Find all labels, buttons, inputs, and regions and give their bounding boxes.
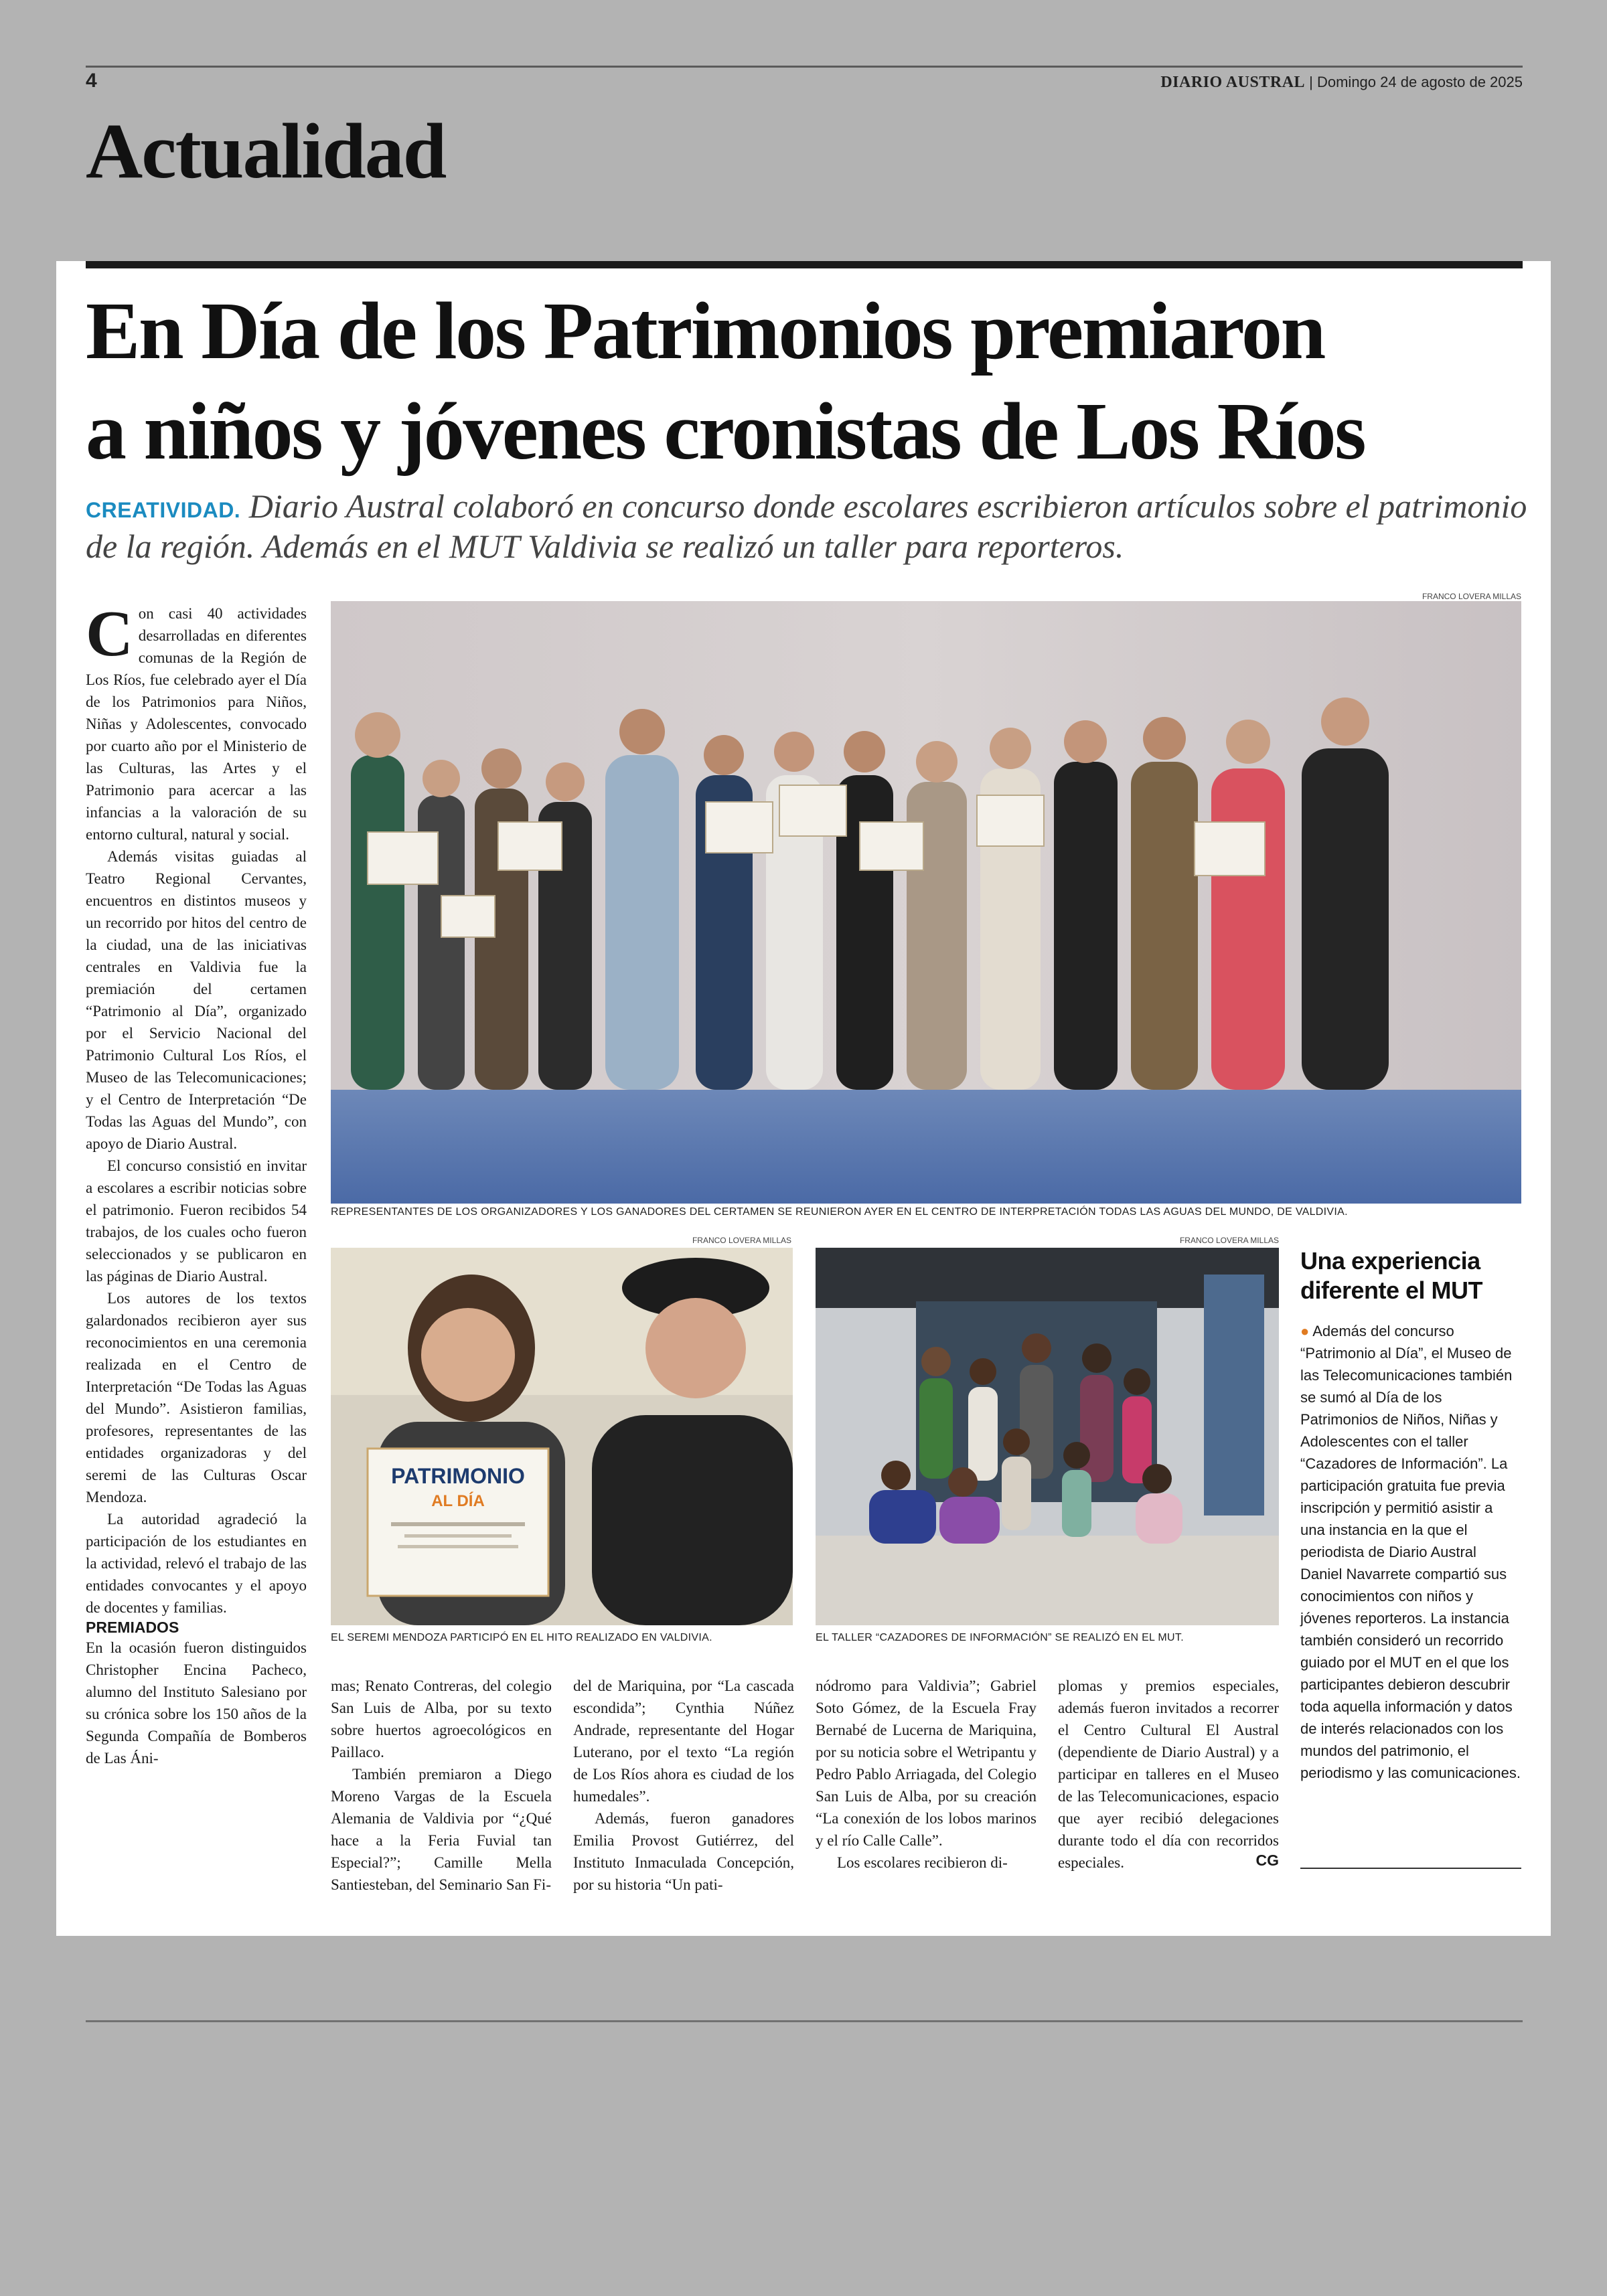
paragraph: El concurso consistió en invitar a escolares a escribir noticias sobre el patrimonio. Fueron recibidos 54 trabajos, de los cuales ocho fueron seleccionados y se publicaron en las páginas de Diario Austral. bbox=[86, 1157, 307, 1285]
left-photo-caption: EL SEREMI MENDOZA PARTICIPÓ EN EL HITO REALIZADO EN VALDIVIA. bbox=[331, 1632, 712, 1643]
paragraph: plomas y premios especiales, además fueron invitados a recorrer el Centro Cultural El Austral (dependiente de Diario Austral) y a participar en talleres en el Museo de las Telecomunicaciones, espacio que ayer recibió delegaciones durante todo el día con recorridos especiales. CG bbox=[1058, 1677, 1279, 1871]
paragraph: del de Mariquina, por “La cascada escondida”; Cynthia Núñez Andrade, representante del Hogar Luterano, por el texto “La región de Los Ríos ahora es ciudad de los humedales”. bbox=[573, 1677, 794, 1805]
sidebar-title: Una experiencia diferente el MUT bbox=[1300, 1247, 1483, 1304]
subhead-premiados: PREMIADOS bbox=[86, 1619, 179, 1636]
group-photo-illustration bbox=[331, 601, 1521, 1204]
masthead bbox=[1160, 74, 1523, 92]
headline-line-1: En Día de los Patrimonios premiaron bbox=[86, 286, 1324, 376]
right-photo-credit: FRANCO LOVERA MILLAS bbox=[1179, 1236, 1279, 1245]
author-initials: CG bbox=[1255, 1852, 1279, 1869]
section-title: Actualidad bbox=[86, 107, 446, 195]
bullet-icon: ● bbox=[1300, 1323, 1310, 1339]
diploma-subtitle: AL DÍA bbox=[431, 1492, 485, 1510]
paragraph: Además, fueron ganadores Emilia Provost Gutiérrez, del Instituto Inmaculada Concepción, por su historia “Un pati- bbox=[573, 1810, 794, 1893]
column-4 bbox=[816, 1675, 1037, 1874]
workshop-photo-illustration bbox=[816, 1248, 1279, 1625]
right-photo-caption: EL TALLER “CAZADORES DE INFORMACIÓN” SE REALIZÓ EN EL MUT. bbox=[816, 1632, 1184, 1643]
sidebar-body: Además del concurso “Patrimonio al Día”, el Museo de las Telecomunicaciones también se sumó al Día de los Patrimonios de Niños, Niñas y Adolescentes con el taller “Cazadores de Información”. La participación gratuita fue previa inscripción y permitió asistir a una instancia en la que el periodista de Diario Austral Daniel Navarrete compartió sus conocimientos con niños y jóvenes reporteros. La instancia también consideró un recorrido guiado por el MUT en el que los participantes debieron descubrir toda aquella información y datos de interés relacionados con los mundos del patrimonio, el periodismo y las comunicaciones. bbox=[1300, 1323, 1521, 1781]
paragraph: Con casi 40 actividades desarrolladas en diferentes comunas de la Región de Los Ríos, fue celebrado ayer el Día de los Patrimonios para Niños, Niñas y Adolescentes, convocado por cuarto año por el Ministerio de las Culturas, las Artes y el Patrimonio para acercar a las infancias a la valoración de su entorno cultural, natural y social. bbox=[86, 598, 307, 843]
kicker: CREATIVIDAD. bbox=[86, 498, 241, 522]
paragraph: En la ocasión fueron distinguidos Christopher Encina Pacheco, alumno del Instituto Salesiano por su crónica sobre los 150 años de la Segunda Compañía de Bomberos de Las Áni- bbox=[86, 1639, 307, 1767]
paragraph: Los autores de los textos galardonados recibieron ayer sus reconocimientos en una ceremonia realizada en el Centro de Interpretación “De Todas las Aguas del Mundo”. Asistieron familias, profesores, representantes de las entidades organizadoras y del seremi de las Culturas Oscar Mendoza. bbox=[86, 1290, 307, 1505]
page-number: 4 bbox=[86, 70, 97, 92]
column-5 bbox=[1058, 1675, 1279, 1874]
column-3 bbox=[573, 1675, 794, 1896]
masthead-date: | Domingo 24 de agosto de 2025 bbox=[1305, 74, 1523, 90]
paragraph: Los escolares recibieron di- bbox=[837, 1854, 1008, 1871]
column-1 bbox=[86, 598, 307, 1769]
bottom-rule bbox=[86, 2020, 1523, 2022]
paragraph: nódromo para Valdivia”; Gabriel Soto Gómez, de la Escuela Fray Bernabé de Lucerna de Mariquina, por su noticia sobre el Wetripantu y Pedro Pablo Arriagada, del Colegio San Luis de Alba, por su creación “La conexión de los lobos marinos y el río Calle Calle”. bbox=[816, 1677, 1037, 1849]
seremi-photo-illustration bbox=[331, 1248, 793, 1625]
drop-cap: C bbox=[86, 598, 133, 670]
deck bbox=[86, 486, 1532, 566]
main-photo bbox=[331, 601, 1521, 1204]
headline-line-2: a niños y jóvenes cronistas de Los Ríos bbox=[86, 386, 1365, 477]
masthead-name: DIARIO AUSTRAL bbox=[1160, 74, 1306, 91]
main-photo-credit: FRANCO LOVERA MILLAS bbox=[1422, 592, 1521, 601]
paragraph: También premiaron a Diego Moreno Vargas de la Escuela Alemania de Valdivia por “¿Qué hace a la Feria Fuvial tan Especial?”; Camille Mella Santiesteban, del Seminario San Fi- bbox=[331, 1766, 552, 1893]
paragraph: Además visitas guiadas al Teatro Regional Cervantes, encuentros en distintos museos y un recorrido por hitos del centro de la ciudad, una de las iniciativas centrales en Valdivia fue la premiación del certamen “Patrimonio al Día”, organizado por el Servicio Nacional del Patrimonio Cultural Los Ríos, el Museo de las Telecomunicaciones; y el Centro de Interpretación “De Todas las Aguas del Mundo”, con apoyo de Diario Austral. bbox=[86, 848, 307, 1152]
sidebar-text bbox=[1300, 1320, 1521, 1784]
paragraph: mas; Renato Contreras, del colegio San Luis de Alba, por su texto sobre huertos agroecológicos en Paillaco. bbox=[331, 1677, 552, 1760]
main-photo-caption: REPRESENTANTES DE LOS ORGANIZADORES Y LOS GANADORES DEL CERTAMEN SE REUNIERON AYER EN EL CENTRO DE INTERPRETACIÓN TODAS LAS AGUAS DEL MUNDO, DE VALDIVIA. bbox=[331, 1206, 1348, 1218]
deck-text: Diario Austral colaboró en concurso donde escolares escribieron artículos sobre el patrimonio de la región. Además en el MUT Valdivia se realizó un taller para reporteros. bbox=[86, 487, 1527, 565]
headline-rule bbox=[86, 261, 1523, 268]
right-photo bbox=[816, 1248, 1279, 1625]
left-photo bbox=[331, 1248, 793, 1625]
left-photo-credit: FRANCO LOVERA MILLAS bbox=[692, 1236, 791, 1245]
top-rule bbox=[86, 66, 1523, 68]
headline bbox=[86, 281, 1532, 482]
diploma-title: PATRIMONIO bbox=[391, 1464, 525, 1488]
column-2 bbox=[331, 1675, 552, 1896]
sidebar-rule bbox=[1300, 1868, 1521, 1869]
paragraph: La autoridad agradeció la participación de los estudiantes en la actividad, relevó el trabajo de las entidades convocantes y el apoyo de docentes y familias. bbox=[86, 1511, 307, 1616]
